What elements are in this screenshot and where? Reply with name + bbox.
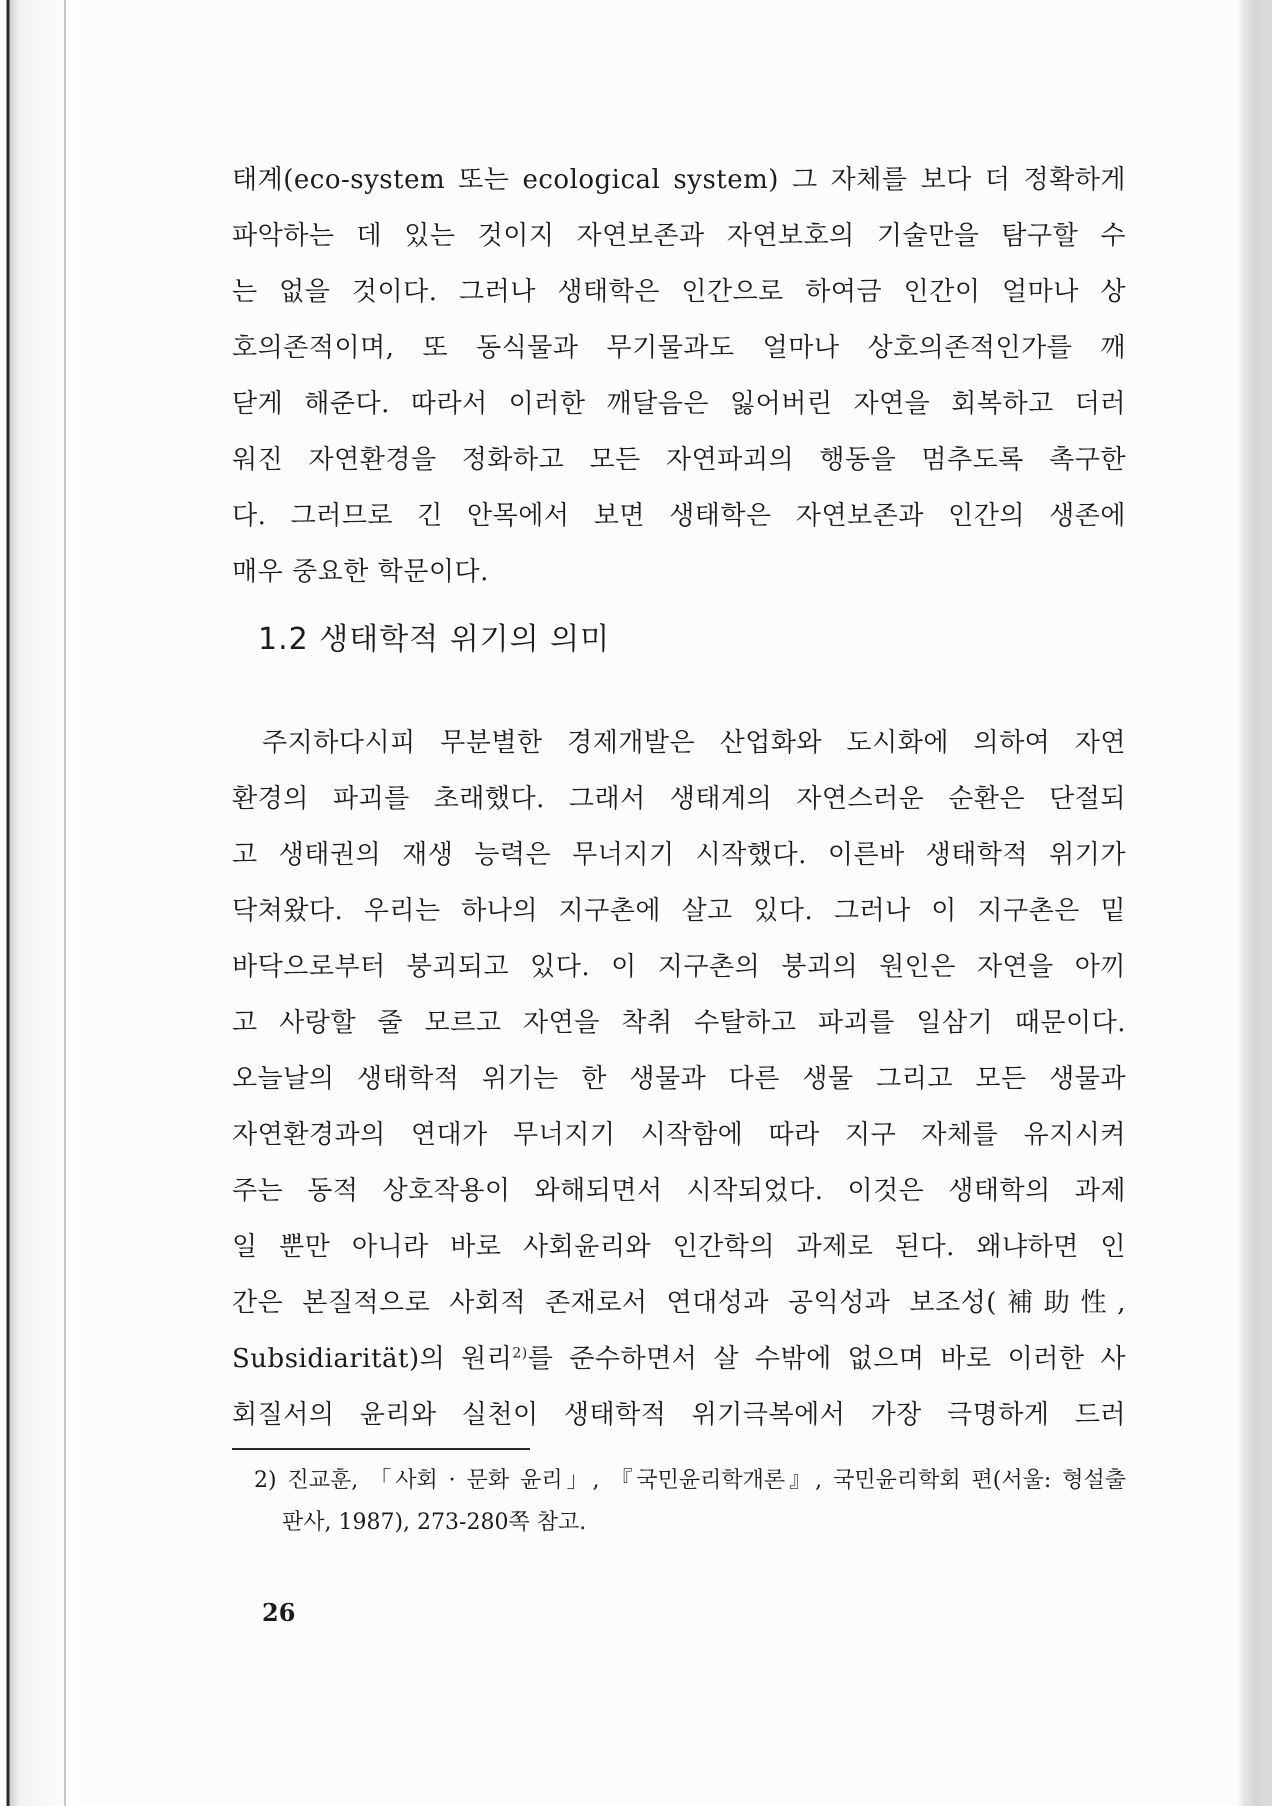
body-text-line: 주지하다시피 무분별한 경제개발은 산업화와 도시화에 의하여 자연 <box>262 728 1126 758</box>
body-text-line: 고 생태권의 재생 능력은 무너지기 시작했다. 이른바 생태학적 위기가 <box>232 840 1126 870</box>
body-text-line: 닥쳐왔다. 우리는 하나의 지구촌에 살고 있다. 그러나 이 지구촌은 밑 <box>232 896 1126 926</box>
body-text-line: 회질서의 윤리와 실천이 생태학적 위기극복에서 가장 극명하게 드러 <box>232 1400 1126 1430</box>
body-text-line: 태계(eco-system 또는 ecological system) 그 자체를 보다 더 정확하게 <box>232 165 1126 195</box>
body-text-line: 간은 본질적으로 사회적 존재로서 연대성과 공익성과 보조성(補助性, <box>232 1288 1126 1318</box>
body-text-line: 파악하는 데 있는 것이지 자연보존과 자연보호의 기술만을 탐구할 수 <box>232 221 1126 251</box>
body-text-line: 일 뿐만 아니라 바로 사회윤리와 인간학의 과제로 된다. 왜냐하면 인 <box>232 1232 1126 1262</box>
body-text-line: 오늘날의 생태학적 위기는 한 생물과 다른 생물 그리고 모든 생물과 <box>232 1064 1126 1094</box>
body-text-line <box>232 1342 1126 1376</box>
body-text-line: 자연환경과의 연대가 무너지기 시작함에 따라 지구 자체를 유지시켜 <box>232 1120 1126 1150</box>
body-text-line: 다. 그러므로 긴 안목에서 보면 생태학은 자연보존과 인간의 생존에 <box>232 501 1126 531</box>
body-text-line: 바닥으로부터 붕괴되고 있다. 이 지구촌의 붕괴의 원인은 자연을 아끼 <box>232 952 1126 982</box>
body-text-line: 매우 중요한 학문이다. <box>232 557 489 587</box>
body-text-segment: 를 준수하면서 살 수밖에 없으며 바로 이러한 사 <box>527 1344 1126 1374</box>
body-text-line: 주는 동적 상호작용이 와해되면서 시작되었다. 이것은 생태학의 과제 <box>232 1176 1126 1206</box>
body-text-line: 고 사랑할 줄 모르고 자연을 착취 수탈하고 파괴를 일삼기 때문이다. <box>232 1008 1126 1038</box>
body-text-line: 워진 자연환경을 정화하고 모든 자연파괴의 행동을 멈추도록 촉구한 <box>232 445 1126 475</box>
page-number: 26 <box>262 1598 296 1627</box>
body-text-line: 는 없을 것이다. 그러나 생태학은 인간으로 하여금 인간이 얼마나 상 <box>232 277 1126 307</box>
book-binding-edge <box>0 0 78 1806</box>
binding-shadow-line <box>64 0 66 1806</box>
footnote-text: 판사, 1987), 273-280쪽 참고. <box>282 1510 587 1535</box>
body-text-line: 호의존적이며, 또 동식물과 무기물과도 얼마나 상호의존적인가를 깨 <box>232 333 1126 363</box>
footnote-text: 2) 진교훈, 「사회 · 문화 윤리」, 『국민윤리학개론』, 국민윤리학회 편(서울: 형설출 <box>254 1468 1126 1493</box>
body-text-segment: Subsidiarität)의 원리 <box>232 1344 513 1374</box>
section-heading: 1.2 생태학적 위기의 의미 <box>258 622 611 657</box>
footnote-divider <box>232 1448 530 1450</box>
body-text-line: 환경의 파괴를 초래했다. 그래서 생태계의 자연스러운 순환은 단절되 <box>232 784 1126 814</box>
body-text-line: 닫게 해준다. 따라서 이러한 깨달음은 잃어버린 자연을 회복하고 더러 <box>232 389 1126 419</box>
page-right-edge <box>1236 0 1272 1806</box>
footnote-reference: 2) <box>512 1345 528 1362</box>
